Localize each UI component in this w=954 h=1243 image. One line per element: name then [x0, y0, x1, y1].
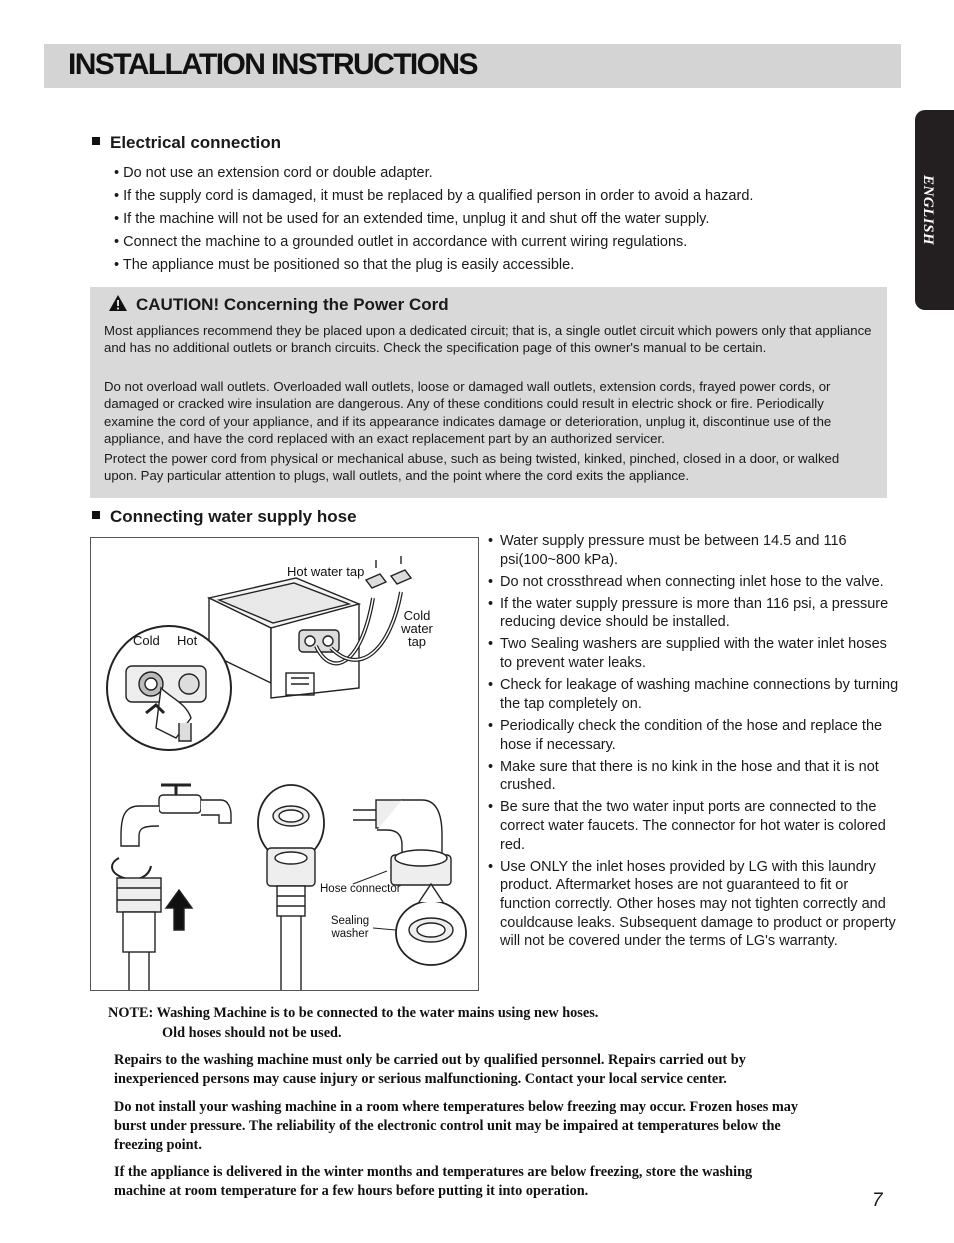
- list-item: • Check for leakage of washing machine connections by turning the tap completely on.: [488, 677, 899, 712]
- list-item-text: Do not crossthread when connecting inlet hose to the valve.: [500, 573, 884, 590]
- list-item-text: Water supply pressure must be between 14.5 and 116 psi(100~800 kPa).: [500, 533, 847, 568]
- hose-illustration: [91, 538, 478, 990]
- square-bullet-icon: [92, 137, 100, 145]
- list-item: • If the supply cord is damaged, it must be replaced by a qualified person in order to avoid a hazard.: [114, 188, 754, 204]
- hose-list: [488, 532, 902, 954]
- winter-note: If the appliance is delivered in the winter months and temperatures are below freezing, store the washing machine at room temperature for a few hours before putting it into operation.: [114, 1164, 753, 1199]
- caution-box: [90, 287, 887, 498]
- list-item: • Do not crossthread when connecting inlet hose to the valve.: [488, 573, 884, 590]
- list-item: • Use ONLY the inlet hoses provided by LG with this laundry product. Aftermarket hoses are not guaranteed to fit or function correctly. Other hoses may not tighten correctly and couldcause leaks. Subsequent damage to product or property will not be covered under the terms of LG's warranty.: [488, 858, 896, 950]
- list-item-text: Check for leakage of washing machine connections by turning the tap completely on.: [500, 677, 899, 712]
- note-line-2: Old hoses should not be used.: [162, 1025, 342, 1041]
- language-tab-label: ENGLISH: [920, 175, 936, 246]
- cold-label: Cold: [133, 633, 160, 648]
- hot-water-tap-label: Hot water tap: [287, 564, 365, 579]
- electrical-heading-text: Electrical connection: [110, 133, 281, 152]
- caution-heading: [108, 294, 449, 315]
- list-item: • Connect the machine to a grounded outlet in accordance with current wiring regulations.: [114, 234, 688, 250]
- hose-heading: [92, 507, 357, 527]
- list-item-text: Use ONLY the inlet hoses provided by LG with this laundry product. Aftermarket hoses are not guaranteed to fit or function correctly. Other hoses may not tighten correctly and couldcause leaks. Subsequent damage to product or property will not be covered under the terms of LG's warranty.: [500, 858, 896, 950]
- list-item: • If the machine will not be used for an extended time, unplug it and shut off the water supply.: [114, 211, 710, 227]
- caution-heading-text: CAUTION! Concerning the Power Cord: [136, 295, 449, 314]
- language-tab: [915, 110, 954, 310]
- page-number: 7: [872, 1190, 883, 1211]
- electrical-list: [114, 164, 753, 279]
- caution-paragraph-2: Do not overload wall outlets. Overloaded wall outlets, loose or damaged wall outlets, extension cords, frayed power cords, or damaged or cracked wire insulation are dangerous. Any of these conditions could result in electric shock or fire. Periodically examine the cord of your appliance, and if its appearance indicates damage or deterioration, unplug it, discontinue use of the appliance, and have the cord replaced with an exact replacement part by an authorized servicer.: [104, 379, 832, 446]
- hose-diagram: [90, 537, 479, 991]
- caution-paragraph-3: Protect the power cord from physical or mechanical abuse, such as being twisted, kinked, pinched, closed in a door, or walked upon. Pay particular attention to plugs, wall outlets, and the point where the cord exits the appliance.: [104, 451, 840, 484]
- list-item: • Two Sealing washers are supplied with the water inlet hoses to prevent water leaks.: [488, 636, 887, 672]
- list-item: • Make sure that there is no kink in the hose and that it is not crushed.: [488, 758, 879, 794]
- list-item-text: Make sure that there is no kink in the hose and that it is not crushed.: [500, 758, 879, 794]
- list-item: • Water supply pressure must be between 14.5 and 116 psi(100~800 kPa).: [488, 533, 847, 568]
- list-item-text: If the water supply pressure is more than 116 psi, a pressure reducing device should be installed.: [500, 595, 889, 631]
- list-item: • If the water supply pressure is more than 116 psi, a pressure reducing device should be installed.: [488, 595, 889, 631]
- list-item-text: Periodically check the condition of the hose and replace the hose if necessary.: [500, 717, 883, 753]
- electrical-heading: [92, 133, 281, 153]
- sealing-washer-label: Sealing washer: [330, 915, 370, 940]
- caution-paragraph-1: Most appliances recommend they be placed upon a dedicated circuit; that is, a single outlet circuit which powers only that appliance and has no additional outlets or branch circuits. Check the specification page of this owner's manual to be certain.: [104, 323, 872, 356]
- hose-heading-text: Connecting water supply hose: [110, 507, 357, 526]
- list-item-text: Two Sealing washers are supplied with the water inlet hoses to prevent water leaks.: [500, 636, 887, 672]
- list-item-text: Be sure that the two water input ports are connected to the correct water faucets. The connector for hot water is colored red.: [500, 799, 886, 853]
- list-item: • Be sure that the two water input ports are connected to the correct water faucets. The connector for hot water is colored red.: [488, 799, 886, 853]
- hot-label: Hot: [177, 633, 198, 648]
- list-item: • The appliance must be positioned so that the plug is easily accessible.: [114, 257, 575, 273]
- hose-connector-label: Hose connector: [320, 883, 401, 895]
- freezing-note: Do not install your washing machine in a room where temperatures below freezing may occur. Frozen hoses may burst under pressure. The reliability of the electronic control unit may be impaired at temperatures below the freezing point.: [114, 1099, 799, 1153]
- warning-icon: [108, 294, 128, 312]
- title-bar: [44, 44, 901, 88]
- list-item: • Do not use an extension cord or double adapter.: [114, 165, 433, 181]
- page-title: INSTALLATION INSTRUCTIONS: [68, 48, 477, 81]
- repairs-note: Repairs to the washing machine must only be carried out by qualified personnel. Repairs carried out by inexperienced persons may cause injury or serious malfunctioning. Contact your local service center.: [114, 1052, 746, 1087]
- cold-water-tap-label: Cold water tap: [401, 608, 433, 649]
- note-line-1: NOTE: Washing Machine is to be connected to the water mains using new hoses.: [108, 1005, 599, 1021]
- list-item: • Periodically check the condition of the hose and replace the hose if necessary.: [488, 717, 883, 753]
- square-bullet-icon: [92, 511, 100, 519]
